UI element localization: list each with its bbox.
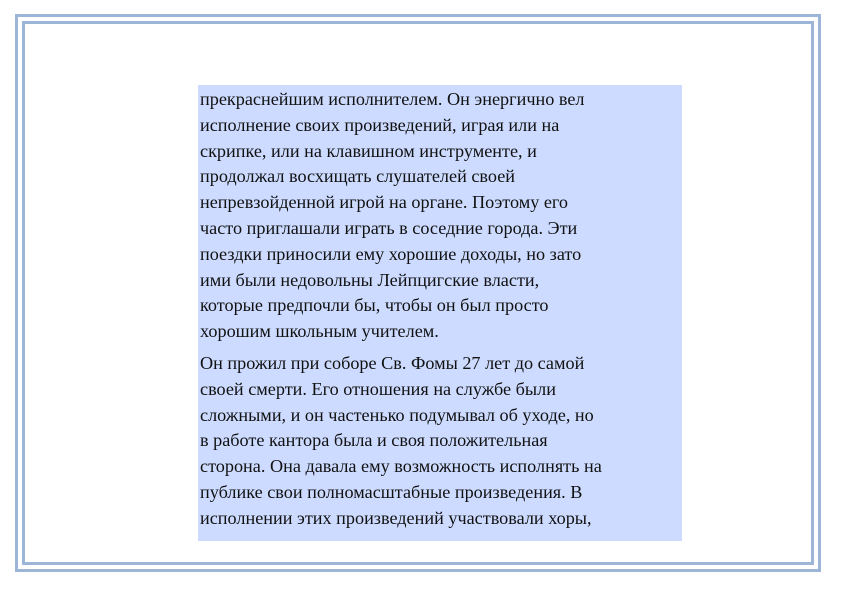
- text-line: исполнении этих произведений участвовали хоры,: [200, 507, 592, 528]
- text-line: которые предпочли бы, чтобы он был просто: [200, 295, 549, 316]
- text-line: непревзойденной игрой на органе. Поэтому его: [200, 192, 569, 213]
- paragraph-2: [200, 351, 682, 532]
- text-line: публике свои полномасштабные произведения. В: [200, 481, 583, 502]
- text-box: [198, 85, 682, 541]
- text-line: продолжал восхищать слушателей своей: [200, 166, 516, 187]
- text-line: в работе кантора была и своя положительная: [200, 430, 548, 451]
- text-line: сторона. Она давала ему возможность исполнять на: [200, 456, 602, 477]
- text-line: своей смерти. Его отношения на службе были: [200, 378, 556, 399]
- text-line: прекраснейшим исполнителем. Он энергично вел: [200, 89, 585, 109]
- text-line: исполнение своих произведений, играя или на: [200, 114, 560, 135]
- text-line: хорошим школьным учителем.: [200, 321, 439, 342]
- text-line: поездки приносили ему хорошие доходы, но зато: [200, 243, 582, 264]
- text-line: ими были недовольны Лейпцигские власти,: [200, 269, 540, 290]
- text-line: скрипке, или на клавишном инструменте, и: [200, 140, 537, 161]
- text-line: Он прожил при соборе Св. Фомы 27 лет до самой: [200, 352, 585, 373]
- paragraph-1: [200, 87, 682, 345]
- text-line: сложными, и он частенько подумывал об уходе, но: [200, 404, 594, 425]
- text-line: часто приглашали играть в соседние города. Эти: [200, 217, 578, 238]
